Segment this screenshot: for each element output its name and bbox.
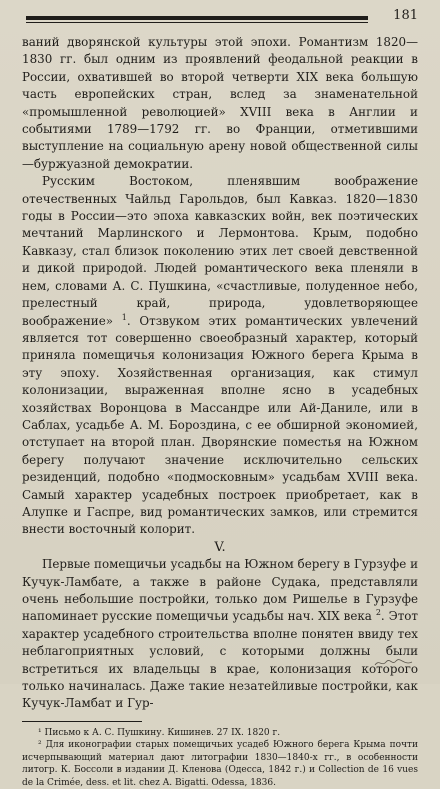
page-number: 181 [393, 8, 418, 23]
paragraph-2: Русским Востоком, пленявшим воображение отечественных Чайльд Гарольдов, был Кавказ. 1820—1830 годы в России—это эпоха кавказских войн, век поэтических мечтаний Марлинского и Лермонтова. Крым, подобно Кавказу, стал близок поколению этих лет своей девственной и дикой природой. Людей романтического века пленяли в нем, словами А. С. Пушкина, «счастливые, полуденное небо, прелестный край, природа, удовлетворяющее воображение» $^1$. Отзвуком этих романтических увлечений является тот совершенно своеобразный характер, который приняла помещичья колонизация Южного берега Крыма в эту эпоху. Хозяйственная организация, как стимул колонизации, выраженная вполне ясно в усадебных хозяйствах Воронцова в Массандре или Ай-Даниле, или в Саблах, усадьбе А. М. Бороздина, с ее обширной экономией, отступает на второй план. Дворянские поместья на Южном берегу получают значение исключительно сельских резиденций, подобно «подмосковным» усадьбам XVIII века. Самый характер усадебных построек приобретает, как в Алупке и Гаспре, вид романтических замков, или стремится внести восточный колорит. [22, 174, 419, 537]
header-rule-thin [26, 22, 368, 23]
section-heading: V. [214, 539, 226, 555]
handwritten-signature [374, 658, 414, 670]
signature-scribble-icon [374, 658, 414, 668]
paragraph-2-text: Русским Востоком, пленявшим воображение отечественных Чайльд Гарольдов, был Кавказ. 1820—1830 годы в России—это эпоха кавказских войн, век поэтических мечтаний Марлинского и Лермонтова. Крым, подобно Кавказу, стал близок поколению этих лет своей девственной и дикой природой. Людей романтического века пленяли в нем, словами А. С. Пушкина, «счастливые, полуденное небо, прелестный край, природа, удовлетворяющее воображение» [22, 174, 418, 328]
paragraph-2-continued: Отзвуком этих романтических увлечений является тот совершенно своеобразный характер, который приняла помещичья колонизация Южного берега Крыма в эту эпоху. Хозяйственная организация, как стимул колонизации, выраженная вполне ясно в усадебных хозяйствах Воронцова в Массандре или Ай-Даниле, или в Саблах, усадьбе А. М. Бороздина, с ее обширной экономией, отступает на второй план. Дворянские поместья на Южном берегу получают значение исключительно сельских резиденций, подобно «подмосковным» усадьбам XVIII века. Самый характер усадебных построек приобретает, как в Алупке и Гаспре, вид романтических замков, или стремится внести восточный колорит. [22, 313, 419, 537]
footnote-rule [22, 721, 142, 722]
footnote-1: ¹ Письмо к А. С. Пушкину. Кишинев. 27 IX. 1820 г. [38, 727, 281, 738]
header-rule-thick [26, 16, 368, 20]
footnote-2: ² Для иконографии старых помещичьих усадеб Южного берега Крыма почти исчерпывающий материал дают литографии 1830—1840-х гг., в особенности литогр. К. Боссоли в издании Д. Кленова (Одесса, 1842 г.) и Collection de 16 vues de la Crimée, dess. et lit. chez A. Bigatti. Odessa, 1836. [22, 740, 418, 788]
page-header [22, 6, 418, 34]
paragraph-3: Первые помещичьи усадьбы на Южном берегу в Гурзуфе и Кучук-Ламбате, а также в районе Судака, представляли очень небольшие постройки, только дом Ришелье в Гурзуфе напоминает русские помещичьи усадьбы нач. XIX века $^2$. Этот характер усадебного строительства вполне понятен ввиду тех неблагоприятных условий, с которыми должны были встретиться их владельцы в крае, колонизация которого только начиналась. Даже такие незатейливые постройки, как Кучук-Ламбат и Гур- [22, 557, 419, 711]
footnote-ref-2: 2 [375, 608, 381, 618]
footnote-ref-1: 1 [121, 312, 127, 322]
paragraph-1: ваний дворянской культуры этой эпохи. Романтизм 1820—1830 гг. был одним из проявлений феодальной реакции в России, охватившей во второй четверти XIX века большую часть европейских стран, вслед за знаменательной «промышленной революцией» XVIII века в Англии и событиями 1789—1792 гг. во Франции, отметившими выступление на социальную арену новой общественной силы—буржуазной демократии. [22, 35, 418, 171]
paragraph-3-continued: Этот характер усадебного строительства вполне понятен ввиду тех неблагоприятных условий, с которыми должны были встретиться их владельцы в крае, колонизация которого только начиналась. Даже такие незатейливые постройки, как Кучук-Ламбат и Гур- [22, 609, 419, 711]
footnotes [22, 721, 418, 789]
paragraph-3-text: Первые помещичьи усадьбы на Южном берегу в Гурзуфе и Кучук-Ламбате, а также в районе Судака, представляли очень небольшие постройки, только дом Ришелье в Гурзуфе напоминает русские помещичьи усадьбы нач. XIX века [22, 557, 418, 624]
body-text [22, 34, 418, 713]
